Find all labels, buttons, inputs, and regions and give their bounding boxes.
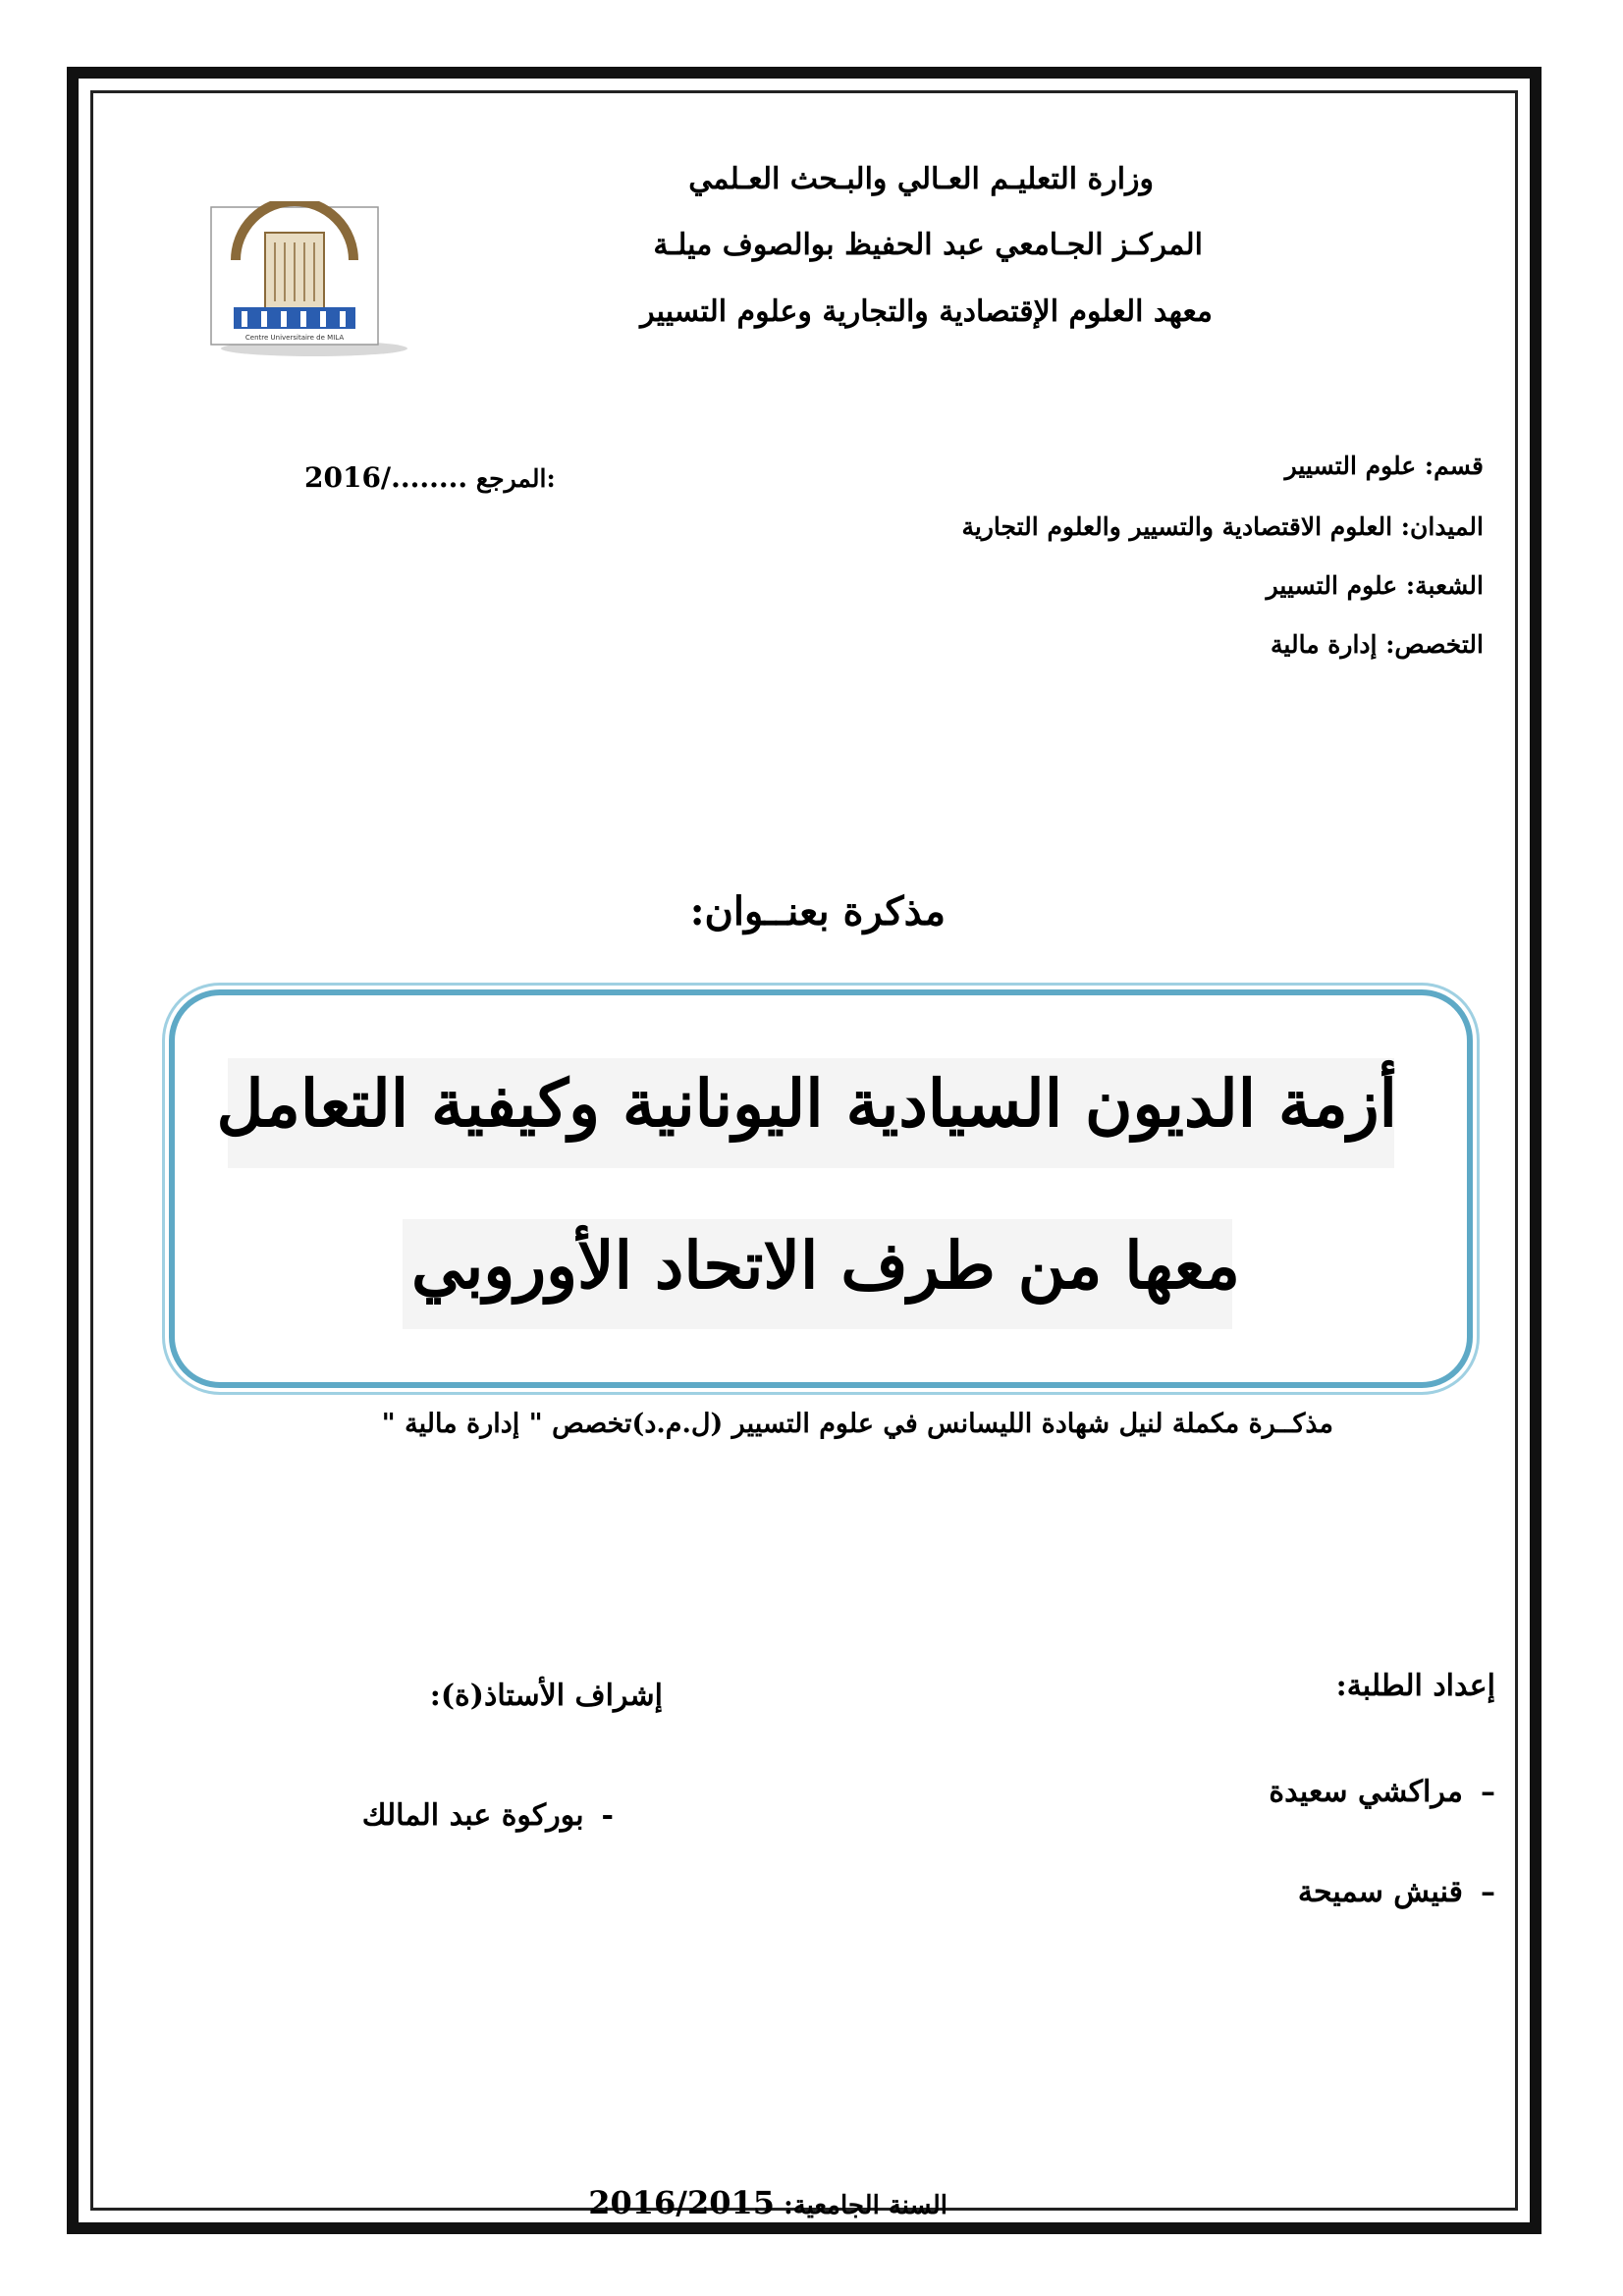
reference-value: 2016/........ bbox=[304, 461, 468, 494]
academic-year bbox=[588, 2184, 947, 2221]
department-line: قسم: علوم التسيير bbox=[1284, 452, 1484, 480]
academic-year-label: السنة الجامعية: bbox=[784, 2191, 947, 2220]
student-dash: – bbox=[1481, 1875, 1495, 1909]
field-line: الميدان: العلوم الاقتصادية والتسيير والعلوم التجارية bbox=[961, 512, 1484, 541]
student-row bbox=[1298, 1875, 1495, 1909]
supervisor-dash: - bbox=[601, 1798, 614, 1833]
memo-heading: مذكرة بعنــوان: bbox=[689, 888, 946, 934]
student-dash: – bbox=[1481, 1775, 1495, 1809]
logo-caption: Centre Universitaire de MILA bbox=[244, 334, 345, 342]
thesis-title-line-2: معها من طرف الاتحاد الأوروبي bbox=[410, 1227, 1240, 1304]
academic-year-value: 2016/2015 bbox=[588, 2184, 776, 2221]
degree-subtitle: مذكــرة مكملة لنيل شهادة الليسانس في علوم التسيير (ل.م.د)تخصص " إدارة مالية " bbox=[381, 1409, 1333, 1439]
university-center-name: المركـز الجـامعي عبد الحفيظ بوالصوف ميلـة bbox=[653, 228, 1203, 262]
branch-line: الشعبة: علوم التسيير bbox=[1266, 571, 1484, 600]
supervisor-label: إشراف الأستاذ(ة): bbox=[429, 1679, 663, 1713]
student-row bbox=[1269, 1775, 1495, 1809]
thesis-title-line-1: أزمة الديون السيادية اليونانية وكيفية التعامل bbox=[216, 1065, 1397, 1142]
students-label: إعداد الطلبة: bbox=[1335, 1669, 1495, 1703]
reference-number bbox=[304, 461, 556, 494]
university-logo bbox=[206, 201, 407, 358]
specialty-line: التخصص: إدارة مالية bbox=[1271, 630, 1484, 659]
student-name: قنيش سميحة bbox=[1297, 1875, 1463, 1909]
ministry-name: وزارة التعليـم العـالي والبـحث العـلمي bbox=[688, 162, 1154, 196]
supervisor-name: بوركوة عبد المالك bbox=[361, 1798, 584, 1833]
reference-label: المرجع: bbox=[475, 464, 556, 493]
institute-name: معهد العلوم الإقتصادية والتجارية وعلوم التسيير bbox=[640, 294, 1213, 329]
student-name: مراكشي سعيدة bbox=[1269, 1775, 1463, 1809]
supervisor-name-row bbox=[362, 1798, 614, 1833]
